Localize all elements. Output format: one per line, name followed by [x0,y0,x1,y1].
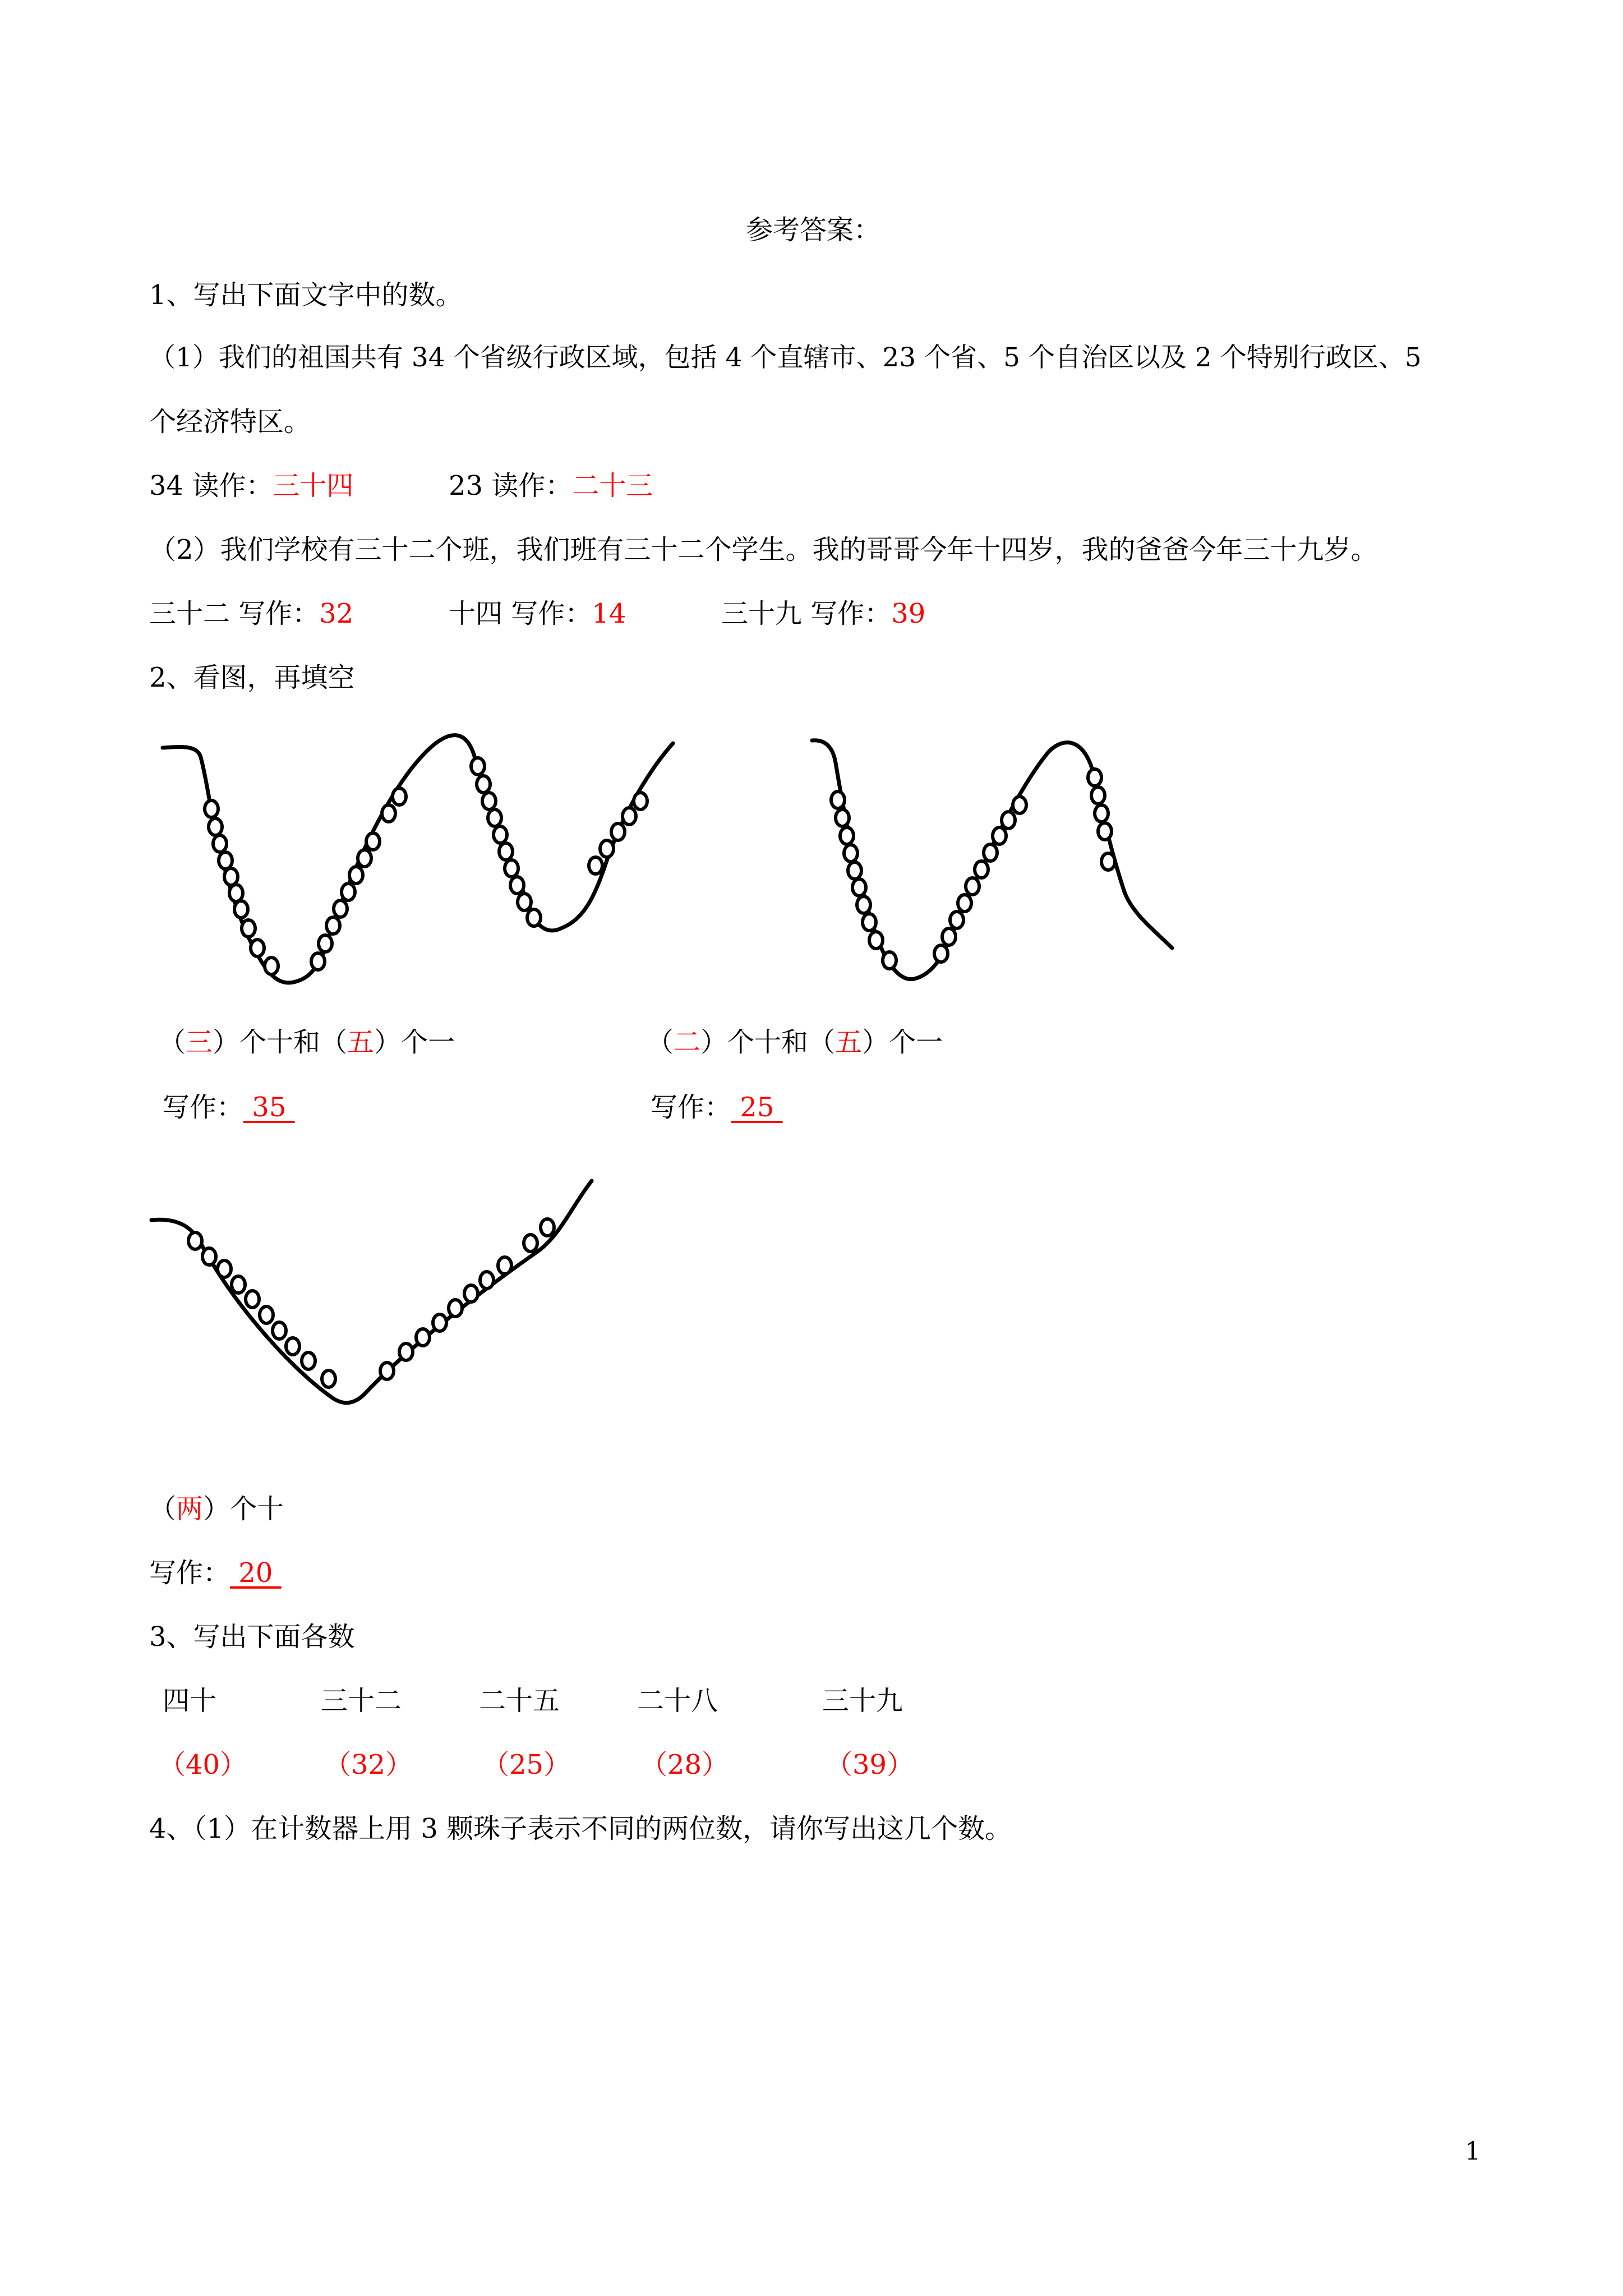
bead [1091,787,1105,804]
bead [863,914,876,931]
bead [380,1363,394,1379]
fig1-write [163,1091,295,1124]
page-number: 1 [1465,2137,1481,2166]
write-label: 十四 写作： [449,598,592,629]
q1-paragraph-2: （2）我们学校有三十二个班，我们班有三十二个学生。我的哥哥今年十四岁，我的爸爸今年三十九岁。 [149,534,1378,565]
bead [499,843,513,860]
caption-text: （ [647,1027,674,1058]
bead [393,788,406,805]
q3-answer-3: （25） [482,1749,571,1780]
bead [449,1300,462,1317]
bead [242,920,255,937]
caption-text: （ [149,1493,177,1525]
bead [958,895,971,912]
bead [869,932,883,949]
caption-text: ）个十和（ [213,1027,348,1058]
bead [334,900,347,917]
bead [471,758,485,775]
answer-value: 32 [351,1749,386,1780]
bead [342,884,355,900]
bead [366,833,380,850]
bead [623,808,636,825]
q1-paragraph-1-line-2: 个经济特区。 [149,406,311,438]
write-answer: 20 [230,1557,282,1589]
bead [480,1272,494,1289]
bead [229,885,243,901]
bead [1088,769,1101,786]
bead [848,862,861,879]
bead [541,1219,554,1236]
answer-value: 39 [852,1749,887,1780]
bead [844,845,857,862]
bead [1098,823,1112,840]
bead [611,823,625,840]
caption-text: ）个一 [862,1027,943,1058]
write-label: 写作： [651,1092,732,1123]
bead [634,793,647,809]
ones-answer: 五 [347,1027,375,1058]
bead [510,877,524,894]
fig2-caption [647,1025,943,1059]
write-label: 三十二 写作： [149,598,320,629]
bead [213,835,227,852]
caption-text: ）个一 [374,1027,455,1058]
answer-value: 40 [186,1749,220,1780]
bead [527,909,541,926]
q1-paragraph-1-line-1: （1）我们的祖国共有 34 个省级行政区域，包括 4 个直辖市、23 个省、5 个自治区以及 2 个特别行政区、5 [149,342,1422,373]
page-title: 参考答案： [746,214,881,246]
bead [311,953,325,970]
q3-answer-4: （28） [640,1749,729,1780]
write-answer: 39 [891,598,926,629]
bead [993,827,1006,844]
bead [382,805,395,822]
bead [232,1276,245,1293]
read-answer: 二十三 [572,470,653,501]
q3-word-4: 二十八 [637,1685,718,1717]
q3-word-1: 四十 [163,1685,217,1717]
write-answer: 25 [731,1092,783,1123]
write-label: 写作： [163,1092,244,1123]
read-answer: 三十四 [273,470,354,501]
ones-answer: 五 [835,1027,863,1058]
bead [950,912,963,928]
bead [234,901,248,918]
write-answer: 35 [243,1092,295,1123]
bead [260,1306,273,1323]
q2-heading: 2、看图，再填空 [149,662,355,693]
bead [600,840,614,857]
q3-word-3: 二十五 [479,1685,560,1717]
write-label: 三十九 写作： [721,598,892,629]
q3-word-2: 三十二 [321,1685,402,1717]
bead [319,935,332,952]
bead-string-3 [151,1181,592,1403]
bead [188,1232,202,1249]
bead [857,896,870,913]
fig2-write [651,1091,783,1124]
q3-answer-1: （40） [159,1749,247,1780]
bead [836,809,849,826]
caption-text: ）个十 [203,1493,284,1525]
read-label: 23 读作： [449,470,573,501]
bead [966,878,979,895]
write-answer: 14 [592,598,626,629]
bead [984,844,997,861]
bead [1002,812,1015,829]
bead [209,818,222,835]
tens-answer: 二 [674,1027,701,1058]
caption-text: （ [159,1027,186,1058]
q4-heading: 4、（1）在计数器上用 3 颗珠子表示不同的两位数，请你写出这几个数。 [149,1813,1012,1844]
write-label: 写作： [149,1557,230,1589]
bead [840,827,854,844]
write-answer: 32 [319,598,354,629]
answer-value: 28 [667,1749,702,1780]
bead [883,952,896,969]
q3-heading: 3、写出下面各数 [149,1621,355,1653]
bead [934,945,948,962]
bead [326,917,340,934]
bead [416,1329,430,1346]
bead [219,852,232,869]
bead [205,800,218,817]
tens-answer: 两 [176,1493,204,1525]
bead [349,867,363,884]
bead [482,793,496,809]
bead [975,861,988,878]
bead [524,1235,537,1251]
fig1-caption [159,1025,455,1059]
bead [831,792,845,808]
bead [498,1257,511,1274]
bead [251,940,264,956]
bead [273,1322,286,1339]
bead [505,860,518,877]
caption-text: ）个十和（ [700,1027,836,1058]
bead [286,1338,299,1355]
bead [322,1370,335,1387]
bead [224,868,238,885]
q1-heading: 1、写出下面文字中的数。 [149,279,463,311]
q3-answer-5: （39） [826,1749,914,1780]
read-label: 34 读作： [149,470,273,501]
bead [399,1343,413,1360]
bead [942,928,956,945]
bead [852,879,866,896]
bead [1095,805,1108,822]
fig3-write [149,1556,282,1590]
q3-word-5: 三十九 [822,1685,903,1717]
bead [202,1248,216,1265]
bead [589,857,602,874]
bead [433,1314,446,1331]
bead [488,809,501,826]
bead [358,850,371,867]
bead [464,1285,478,1302]
answer-value: 25 [509,1749,544,1780]
fig3-caption [149,1492,284,1526]
bead [518,894,531,910]
bead [1101,853,1115,870]
bead [1013,797,1026,813]
bead [246,1291,259,1308]
bead [302,1352,315,1369]
q3-answer-2: （32） [324,1749,413,1780]
bead [218,1260,231,1277]
bead [494,826,507,843]
tens-answer: 三 [186,1027,213,1058]
bead [265,958,278,974]
bead [477,776,490,793]
